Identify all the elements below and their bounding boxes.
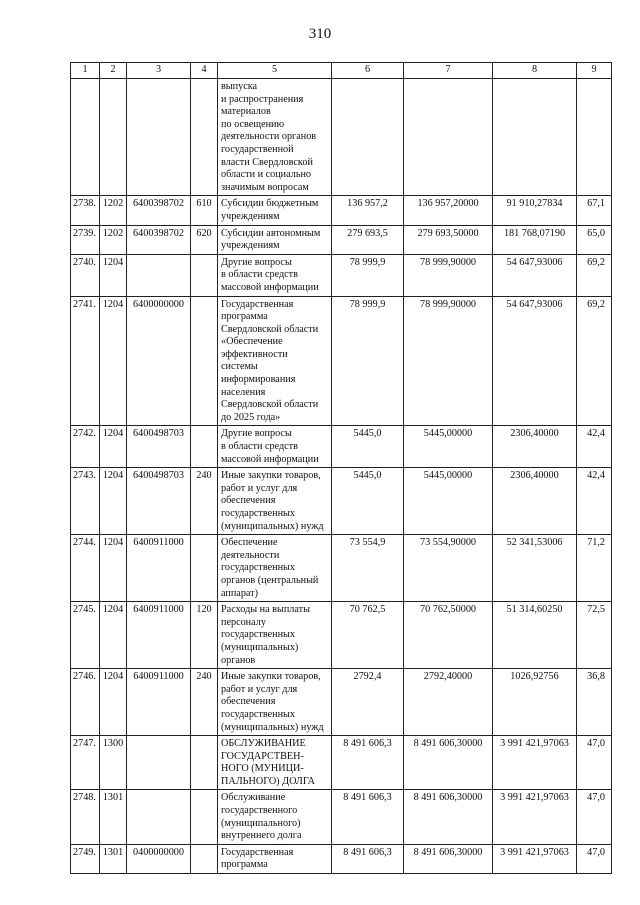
target-code-cell — [127, 790, 191, 844]
executed-amount-cell: 54 647,93006 — [493, 296, 577, 426]
expense-type-cell — [191, 844, 218, 873]
section-code-cell: 1301 — [100, 790, 127, 844]
table-row — [71, 844, 612, 873]
expense-type-cell — [191, 79, 218, 196]
col-header-4: 4 — [191, 63, 218, 79]
col-header-5: 5 — [218, 63, 332, 79]
expense-type-cell: 240 — [191, 669, 218, 736]
target-code-cell: 0400000000 — [127, 844, 191, 873]
target-code-cell: 6400498703 — [127, 468, 191, 535]
executed-amount-cell: 91 910,27834 — [493, 196, 577, 225]
target-code-cell: 6400398702 — [127, 196, 191, 225]
col-header-1: 1 — [71, 63, 100, 79]
adjusted-amount-cell: 2792,40000 — [404, 669, 493, 736]
adjusted-amount-cell: 8 491 606,30000 — [404, 790, 493, 844]
target-code-cell — [127, 254, 191, 296]
budget-table — [70, 62, 612, 874]
description-cell: ОБСЛУЖИВАНИЕ ГОСУДАРСТВЕН- НОГО (МУНИЦИ- ПАЛЬНОГО) ДОЛГА — [218, 736, 332, 790]
section-code-cell: 1204 — [100, 296, 127, 426]
table-row — [71, 602, 612, 669]
description-cell: Обслуживание государственного (муниципального) внутреннего долга — [218, 790, 332, 844]
planned-amount-cell: 5445,0 — [332, 426, 404, 468]
col-header-6: 6 — [332, 63, 404, 79]
target-code-cell: 6400000000 — [127, 296, 191, 426]
row-number-cell: 2742. — [71, 426, 100, 468]
description-cell: Другие вопросы в области средств массовой информации — [218, 254, 332, 296]
col-header-2: 2 — [100, 63, 127, 79]
executed-amount-cell: 3 991 421,97063 — [493, 844, 577, 873]
expense-type-cell — [191, 426, 218, 468]
executed-amount-cell: 51 314,60250 — [493, 602, 577, 669]
table-row — [71, 225, 612, 254]
executed-amount-cell: 2306,40000 — [493, 468, 577, 535]
table-row — [71, 196, 612, 225]
planned-amount-cell: 78 999,9 — [332, 296, 404, 426]
adjusted-amount-cell: 5445,00000 — [404, 468, 493, 535]
row-number-cell: 2748. — [71, 790, 100, 844]
section-code-cell: 1204 — [100, 426, 127, 468]
adjusted-amount-cell: 73 554,90000 — [404, 535, 493, 602]
target-code-cell: 6400911000 — [127, 535, 191, 602]
description-cell: Расходы на выплаты персоналу государственных (муниципальных) органов — [218, 602, 332, 669]
table-row — [71, 254, 612, 296]
col-header-8: 8 — [493, 63, 577, 79]
percent-cell: 42,4 — [577, 468, 612, 535]
adjusted-amount-cell: 70 762,50000 — [404, 602, 493, 669]
expense-type-cell: 610 — [191, 196, 218, 225]
planned-amount-cell: 2792,4 — [332, 669, 404, 736]
percent-cell: 47,0 — [577, 736, 612, 790]
expense-type-cell: 240 — [191, 468, 218, 535]
table-row — [71, 426, 612, 468]
row-number-cell: 2738. — [71, 196, 100, 225]
expense-type-cell — [191, 736, 218, 790]
table-row — [71, 468, 612, 535]
percent-cell: 47,0 — [577, 790, 612, 844]
planned-amount-cell: 8 491 606,3 — [332, 790, 404, 844]
adjusted-amount-cell: 279 693,50000 — [404, 225, 493, 254]
percent-cell: 65,0 — [577, 225, 612, 254]
description-cell: Государственная программа Свердловской области «Обеспечение эффективности системы информирования населения Свердловской области до 2025 года» — [218, 296, 332, 426]
row-number-cell: 2745. — [71, 602, 100, 669]
expense-type-cell — [191, 790, 218, 844]
section-code-cell: 1300 — [100, 736, 127, 790]
target-code-cell: 6400498703 — [127, 426, 191, 468]
percent-cell: 47,0 — [577, 844, 612, 873]
planned-amount-cell: 279 693,5 — [332, 225, 404, 254]
row-number-cell: 2746. — [71, 669, 100, 736]
table-row — [71, 669, 612, 736]
description-cell: выпуска и распространения материалов по освещению деятельности органов государственной власти Свердловской области и социально значимым вопросам — [218, 79, 332, 196]
executed-amount-cell: 52 341,53006 — [493, 535, 577, 602]
adjusted-amount-cell: 8 491 606,30000 — [404, 844, 493, 873]
percent-cell: 72,5 — [577, 602, 612, 669]
expense-type-cell — [191, 254, 218, 296]
expense-type-cell: 620 — [191, 225, 218, 254]
planned-amount-cell — [332, 79, 404, 196]
executed-amount-cell: 181 768,07190 — [493, 225, 577, 254]
planned-amount-cell: 8 491 606,3 — [332, 844, 404, 873]
table-row — [71, 790, 612, 844]
planned-amount-cell: 5445,0 — [332, 468, 404, 535]
col-header-3: 3 — [127, 63, 191, 79]
table-row — [71, 79, 612, 196]
section-code-cell: 1204 — [100, 254, 127, 296]
description-cell: Обеспечение деятельности государственных органов (центральный аппарат) — [218, 535, 332, 602]
percent-cell: 36,8 — [577, 669, 612, 736]
row-number-cell: 2744. — [71, 535, 100, 602]
row-number-cell: 2743. — [71, 468, 100, 535]
planned-amount-cell: 70 762,5 — [332, 602, 404, 669]
adjusted-amount-cell: 136 957,20000 — [404, 196, 493, 225]
description-cell: Иные закупки товаров, работ и услуг для обеспечения государственных (муниципальных) нужд — [218, 669, 332, 736]
target-code-cell: 6400398702 — [127, 225, 191, 254]
section-code-cell — [100, 79, 127, 196]
adjusted-amount-cell: 8 491 606,30000 — [404, 736, 493, 790]
target-code-cell: 6400911000 — [127, 602, 191, 669]
executed-amount-cell: 3 991 421,97063 — [493, 736, 577, 790]
row-number-cell: 2741. — [71, 296, 100, 426]
section-code-cell: 1202 — [100, 196, 127, 225]
expense-type-cell: 120 — [191, 602, 218, 669]
description-cell: Государственная программа — [218, 844, 332, 873]
percent-cell: 42,4 — [577, 426, 612, 468]
table-row — [71, 535, 612, 602]
section-code-cell: 1202 — [100, 225, 127, 254]
section-code-cell: 1204 — [100, 535, 127, 602]
executed-amount-cell: 1026,92756 — [493, 669, 577, 736]
col-header-7: 7 — [404, 63, 493, 79]
planned-amount-cell: 78 999,9 — [332, 254, 404, 296]
description-cell: Субсидии автономным учреждениям — [218, 225, 332, 254]
section-code-cell: 1204 — [100, 468, 127, 535]
adjusted-amount-cell: 78 999,90000 — [404, 254, 493, 296]
section-code-cell: 1301 — [100, 844, 127, 873]
row-number-cell: 2747. — [71, 736, 100, 790]
expense-type-cell — [191, 296, 218, 426]
percent-cell: 71,2 — [577, 535, 612, 602]
planned-amount-cell: 8 491 606,3 — [332, 736, 404, 790]
section-code-cell: 1204 — [100, 602, 127, 669]
header-row — [71, 63, 612, 79]
section-code-cell: 1204 — [100, 669, 127, 736]
adjusted-amount-cell: 5445,00000 — [404, 426, 493, 468]
description-cell: Иные закупки товаров, работ и услуг для обеспечения государственных (муниципальных) нужд — [218, 468, 332, 535]
row-number-cell: 2740. — [71, 254, 100, 296]
percent-cell: 67,1 — [577, 196, 612, 225]
percent-cell: 69,2 — [577, 254, 612, 296]
col-header-9: 9 — [577, 63, 612, 79]
table-row — [71, 296, 612, 426]
percent-cell — [577, 79, 612, 196]
percent-cell: 69,2 — [577, 296, 612, 426]
executed-amount-cell: 3 991 421,97063 — [493, 790, 577, 844]
table-body — [71, 79, 612, 874]
description-cell: Другие вопросы в области средств массовой информации — [218, 426, 332, 468]
row-number-cell — [71, 79, 100, 196]
target-code-cell: 6400911000 — [127, 669, 191, 736]
planned-amount-cell: 73 554,9 — [332, 535, 404, 602]
description-cell: Субсидии бюджетным учреждениям — [218, 196, 332, 225]
expense-type-cell — [191, 535, 218, 602]
adjusted-amount-cell — [404, 79, 493, 196]
page-number: 310 — [308, 26, 332, 42]
row-number-cell: 2749. — [71, 844, 100, 873]
target-code-cell — [127, 736, 191, 790]
executed-amount-cell: 54 647,93006 — [493, 254, 577, 296]
row-number-cell: 2739. — [71, 225, 100, 254]
table-row — [71, 736, 612, 790]
adjusted-amount-cell: 78 999,90000 — [404, 296, 493, 426]
executed-amount-cell — [493, 79, 577, 196]
target-code-cell — [127, 79, 191, 196]
executed-amount-cell: 2306,40000 — [493, 426, 577, 468]
planned-amount-cell: 136 957,2 — [332, 196, 404, 225]
